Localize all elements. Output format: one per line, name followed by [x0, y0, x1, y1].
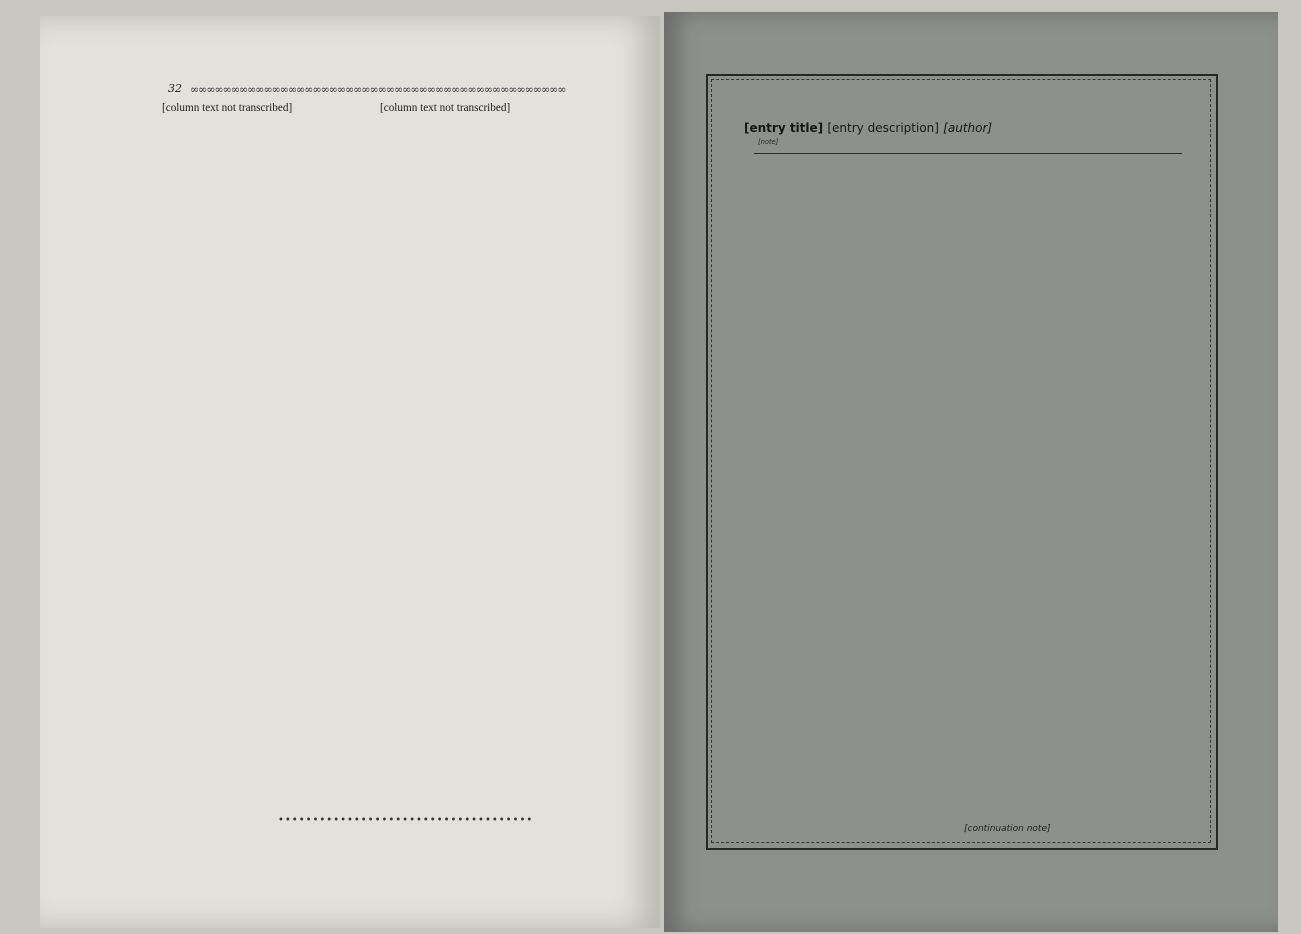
end-ornament: ••••••••••••••••••••••••••••••••••••• — [278, 815, 534, 826]
inner-frame — [711, 79, 1211, 843]
entry-note: [note] — [758, 138, 779, 146]
page-number: 32 — [168, 82, 182, 95]
continuation-note: [continuation note] — [964, 824, 1051, 834]
header-ornament: ∞∞∞∞∞∞∞∞∞∞∞∞∞∞∞∞∞∞∞∞∞∞∞∞∞∞∞∞∞∞∞∞∞∞∞∞∞∞∞∞∞∞∞∞∞∞ — [190, 83, 566, 95]
entry-author: [author] — [943, 121, 993, 135]
entry-description: [entry description] — [827, 121, 939, 135]
paragraph: [column text not transcribed] — [162, 102, 293, 114]
entry-heading — [744, 120, 1192, 136]
entries-list — [744, 120, 1192, 160]
paragraph: [column text not transcribed] — [380, 102, 511, 114]
text-column-2 — [380, 100, 580, 116]
entry-title: [entry title] — [744, 121, 824, 135]
entry — [744, 120, 1192, 147]
right-page — [664, 12, 1278, 932]
left-page — [40, 16, 660, 928]
divider — [754, 153, 1182, 154]
text-column-1 — [162, 100, 362, 116]
